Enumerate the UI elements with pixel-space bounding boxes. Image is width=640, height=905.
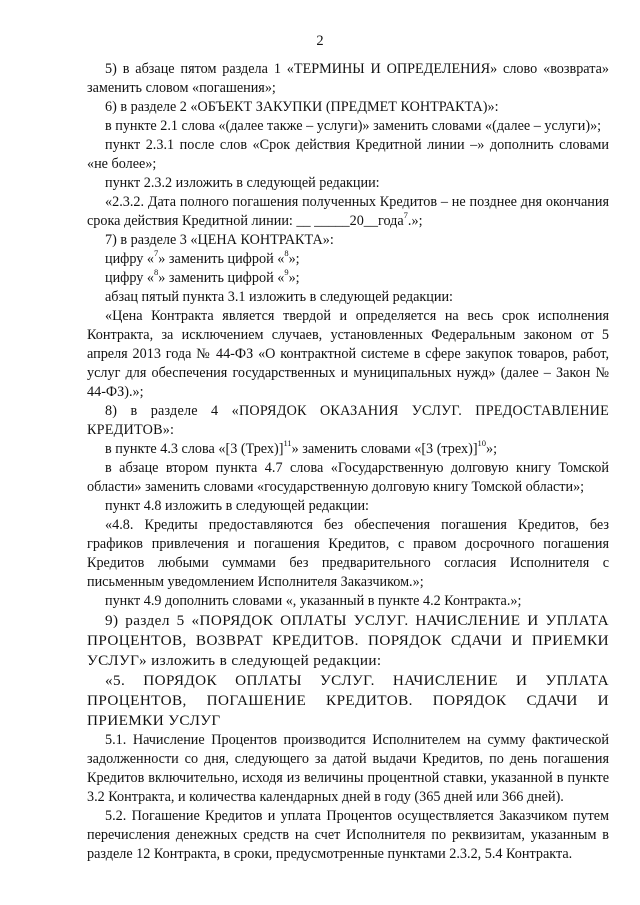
footnote-ref: 11 — [283, 438, 292, 449]
paragraph — [87, 269, 609, 288]
paragraph: 7) в разделе 3 «ЦЕНА КОНТРАКТА»: — [105, 232, 334, 248]
section-heading: «5. ПОРЯДОК ОПЛАТЫ УСЛУГ. НАЧИСЛЕНИЕ И УПЛАТА ПРОЦЕНТОВ, ПОГАШЕНИЕ КРЕДИТОВ. ПОРЯДОК СДАЧИ И ПРИЕМКИ УСЛУГ — [87, 672, 609, 729]
paragraph — [87, 193, 609, 231]
paragraph: 5.1. Начисление Процентов производится Исполнителем на сумму фактической задолженности со дня, следующего за датой выдачи Кредитов, по день погашения Кредитов включительно, исходя из величины процентной ставки, указанной в пункте 3.2 Контракта, и количества календарных дней в году (365 дней или 366 дней). — [87, 732, 609, 805]
paragraph-text: »; — [288, 270, 300, 286]
paragraph-text: »; — [486, 441, 498, 457]
paragraph: 8) в разделе 4 «ПОРЯДОК ОКАЗАНИЯ УСЛУГ. ПРЕДОСТАВЛЕНИЕ КРЕДИТОВ»: — [87, 403, 609, 438]
document-body — [87, 60, 609, 864]
paragraph-text: цифру « — [105, 251, 155, 267]
page-number: 2 — [316, 33, 324, 49]
paragraph-text: » заменить цифрой « — [158, 270, 285, 286]
paragraph — [87, 440, 609, 459]
paragraph: пункт 4.8 изложить в следующей редакции: — [105, 498, 369, 514]
footnote-ref: 7 — [403, 210, 408, 221]
footnote-ref: 10 — [477, 438, 487, 449]
paragraph: «Цена Контракта является твердой и определяется на весь срок исполнения Контракта, за исключением случаев, установленных Федеральным законом от 5 апреля 2013 года № 44-ФЗ «О контрактной системе в сфере закупок товаров, работ, услуг для обеспечения государственных и муниципальных нужд» (далее – Закон № 44-ФЗ).»; — [87, 308, 609, 400]
footnote-ref: 8 — [154, 267, 159, 278]
footnote-ref: 8 — [284, 248, 289, 259]
paragraph-text: .»; — [407, 213, 423, 229]
paragraph: абзац пятый пункта 3.1 изложить в следующей редакции: — [105, 289, 453, 305]
paragraph: пункт 4.9 дополнить словами «, указанный в пункте 4.2 Контракта.»; — [105, 593, 522, 609]
paragraph: пункт 2.3.2 изложить в следующей редакции: — [105, 175, 380, 191]
paragraph: «4.8. Кредиты предоставляются без обеспечения погашения Кредитов, без графиков привлечения и погашения Кредитов, с правом досрочного погашения Кредитов любыми суммами без предварительного согласия Исполнителя с письменным уведомлением Исполнителя Заказчиком.»; — [87, 517, 609, 590]
paragraph — [87, 250, 609, 269]
paragraph: в абзаце втором пункта 4.7 слова «Государственную долговую книгу Томской области» заменить словами «государственную долговую книгу Томской области»; — [87, 460, 609, 495]
footnote-ref: 9 — [284, 267, 289, 278]
paragraph: 5) в абзаце пятом раздела 1 «ТЕРМИНЫ И ОПРЕДЕЛЕНИЯ» слово «возврата» заменить словом «погашения»; — [87, 61, 609, 96]
paragraph-text: «2.3.2. Дата полного погашения полученных Кредитов – не позднее дня окончания срока действия Кредитной линии: __ _____20__года — [87, 194, 609, 229]
paragraph: 9) раздел 5 «ПОРЯДОК ОПЛАТЫ УСЛУГ. НАЧИСЛЕНИЕ И УПЛАТА ПРОЦЕНТОВ, ВОЗВРАТ КРЕДИТОВ. ПОРЯДОК СДАЧИ И ПРИЕМКИ УСЛУГ» изложить в следующей редакции: — [87, 612, 609, 669]
paragraph-text: » заменить цифрой « — [158, 251, 285, 267]
paragraph: 5.2. Погашение Кредитов и уплата Процентов осуществляется Заказчиком путем перечисления денежных средств на счет Исполнителя по реквизитам, указанным в разделе 12 Контракта, в сроки, предусмотренные пунктами 2.3.2, 5.4 Контракта. — [87, 808, 609, 862]
paragraph-text: в пункте 4.3 слова «[3 (Трех)] — [105, 441, 284, 457]
footnote-ref: 7 — [154, 248, 159, 259]
paragraph-text: цифру « — [105, 270, 155, 286]
paragraph: в пункте 2.1 слова «(далее также – услуги)» заменить словами «(далее – услуги)»; — [105, 118, 602, 134]
paragraph-text: »; — [288, 251, 300, 267]
paragraph-text: » заменить словами «[3 (трех)] — [291, 441, 478, 457]
paragraph: 6) в разделе 2 «ОБЪЕКТ ЗАКУПКИ (ПРЕДМЕТ КОНТРАКТА)»: — [105, 99, 499, 115]
paragraph: пункт 2.3.1 после слов «Срок действия Кредитной линии –» дополнить словами «не более»; — [87, 137, 609, 172]
